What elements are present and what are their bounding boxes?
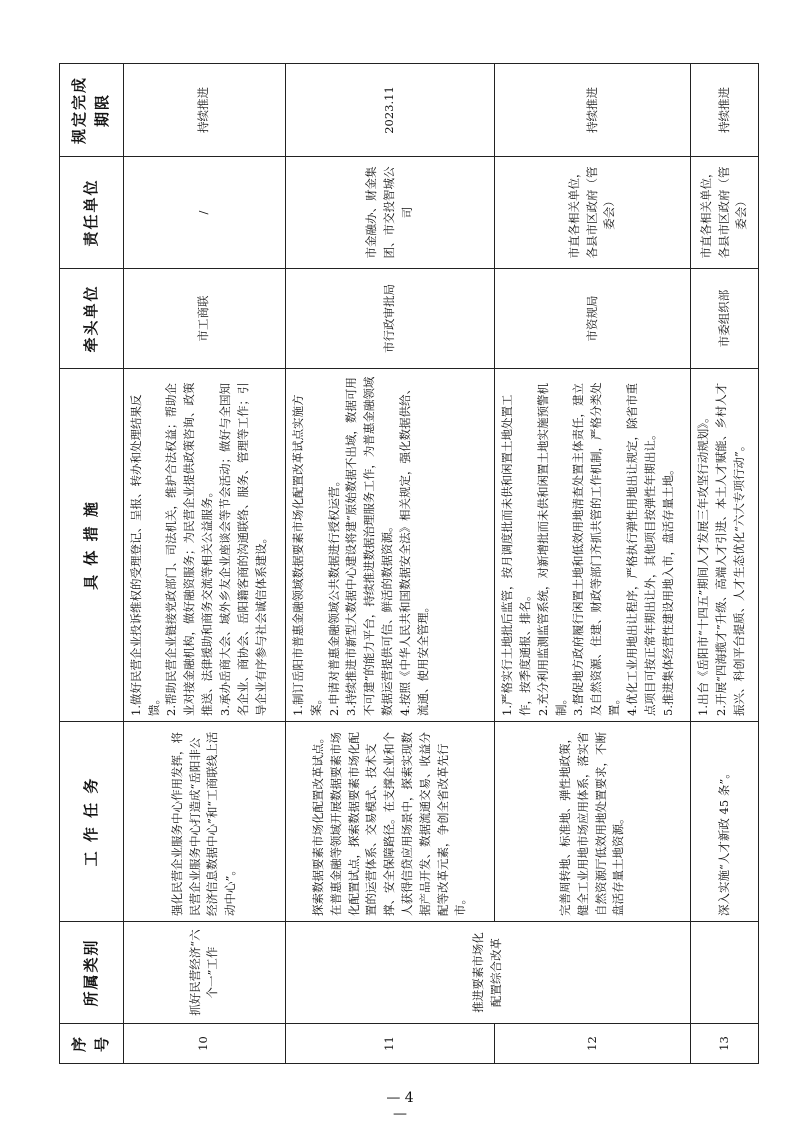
measure-item: 1.出台《岳阳市“十四五”期间人才发展三年攻坚行动规划》。 bbox=[695, 411, 710, 716]
row-task: 强化民营企业服务中心作用发挥，将民营企业服务中心打造成“岳阳非公经济信息数据中心”和“工商联线上活动中心”。 bbox=[123, 722, 285, 922]
measure-item: 2.申请对普惠金融领域公共数据进行授权运营。 bbox=[326, 475, 341, 716]
measure-item: 2.帮助民营企业链接党政部门、司法机关，维护合法权益；帮助企业对接金融机构，做好融资服务；为民营企业提供政策咨询、政策推送、法律援助和商务交流等相关公益服务。 bbox=[164, 382, 215, 716]
row-lead: 市行政审批局 bbox=[285, 269, 494, 369]
header-task: 工 作 任 务 bbox=[60, 722, 124, 922]
row-measures bbox=[690, 369, 758, 722]
task-table bbox=[59, 63, 759, 1064]
row-category bbox=[690, 922, 758, 1024]
table-row bbox=[123, 64, 285, 1064]
row-category: 推进要素市场化配置综合改革 bbox=[285, 922, 690, 1024]
header-seq: 序号 bbox=[60, 1024, 124, 1064]
row-seq: 10 bbox=[123, 1024, 285, 1064]
measure-item: 3.承办岳商大会、域外乡友企业座谈会等节会活动；做好与全国知名企业、商协会、岳阳籍客商的沟通联络、服务、管理等工作；引导企业有序参与社会诚信体系建设。 bbox=[217, 382, 268, 716]
row-responsible: / bbox=[123, 157, 285, 269]
page-number: — 4 — bbox=[386, 1090, 414, 1122]
row-task: 完善周转地、标准地、弹性地政策，健全工业用地市场应用体系，落实省自然资源厅低效用地处置要求，不断盘活存量土地资源。 bbox=[495, 722, 691, 922]
row-deadline: 持续推进 bbox=[690, 64, 758, 157]
measure-item: 4.按照《中华人民共和国数据安全法》相关规定，强化数据供给、流通、使用安全管理。 bbox=[397, 383, 430, 716]
row-seq: 11 bbox=[285, 1024, 494, 1064]
table-row bbox=[285, 64, 494, 1064]
header-measures: 具 体 措 施 bbox=[60, 369, 124, 722]
row-lead: 市资规局 bbox=[495, 269, 691, 369]
row-task: 深入实施“人才新政 45 条”。 bbox=[690, 722, 758, 922]
measure-item: 1.做好民营企业投诉维权的受理登记、呈报、转办和处理结果反馈。 bbox=[128, 394, 161, 716]
measure-item: 1.严格实行土地批后监管，按月调度批而未供和闲置土地处置工作，按季度通报、排名。 bbox=[500, 394, 533, 716]
header-lead: 牵头单位 bbox=[60, 269, 124, 369]
table-row bbox=[690, 64, 758, 1064]
row-measures bbox=[285, 369, 494, 722]
measure-item: 5.推进集体经营性建设用地入市，盘活存量土地。 bbox=[660, 463, 675, 716]
measure-item: 2.开展“四海揽才”升级、高端人才引进、本土人才赋能、乡村人才振兴、科创平台提质、人才生态优化“六大专项行动”。 bbox=[713, 382, 746, 716]
row-deadline: 持续推进 bbox=[495, 64, 691, 157]
measure-item: 2.充分利用监测监管系统，对新增批而未供和闲置土地实施预警机制。 bbox=[535, 383, 568, 716]
row-deadline: 2023.11 bbox=[285, 64, 494, 157]
row-seq: 13 bbox=[690, 1024, 758, 1064]
row-category: 抓好民营经济“六个一”工作 bbox=[123, 922, 285, 1024]
row-responsible: 市金融办、财金集团、市交投智城公司 bbox=[285, 157, 494, 269]
row-measures bbox=[123, 369, 285, 722]
header-deadline: 规定完成期限 bbox=[60, 64, 124, 157]
measure-item: 4.优化工业用地出让程序，严格执行弹性用地出让规定，除省市重点项目可按正常年期出让外，其他项目按弹性年期出让。 bbox=[624, 383, 657, 716]
measure-item: 3.持续推进市新型大数据中心建设将建“原始数据不出域，数据可用不可建”的能力平台，持续推进数据治理服务工作，为普惠金融领域数据运营提供可信、鲜活的数据资源。 bbox=[344, 376, 395, 716]
header-category: 所属类别 bbox=[60, 922, 124, 1024]
measure-item: 3.督促地方政府履行闲置土地和低效用地清查处置主体责任，建立及自然资源、住建、财政等部门齐抓共管的工作机制，严格分类处置。 bbox=[571, 382, 622, 716]
row-task: 探索数据要素市场化配置改革试点。在普惠金融等领域开展数据要素市场化配置试点，探索数据要素市场化配置的运营体系、交易模式、技术支撑、安全保障路径。在支撑企业和个人获得信贷应用场景中，探索实现数据产品开发、数据流通交易、收益分配等改革元素，争创全省改革先行市。 bbox=[285, 722, 494, 922]
table-header-row bbox=[60, 64, 124, 1064]
row-deadline: 持续推进 bbox=[123, 64, 285, 157]
row-responsible: 市直各相关单位，各县市区政府（管委会） bbox=[690, 157, 758, 269]
measure-item: 1.制订岳阳市普惠金融领域数据要素市场化配置改革试点实施方案。 bbox=[290, 394, 323, 716]
header-responsible: 责任单位 bbox=[60, 157, 124, 269]
row-measures bbox=[495, 369, 691, 722]
rotated-table-page bbox=[59, 64, 759, 1064]
row-responsible: 市直各相关单位，各县市区政府（管委会） bbox=[495, 157, 691, 269]
row-seq: 12 bbox=[495, 1024, 691, 1064]
row-lead: 市工商联 bbox=[123, 269, 285, 369]
table-row bbox=[495, 64, 691, 1064]
row-lead: 市委组织部 bbox=[690, 269, 758, 369]
